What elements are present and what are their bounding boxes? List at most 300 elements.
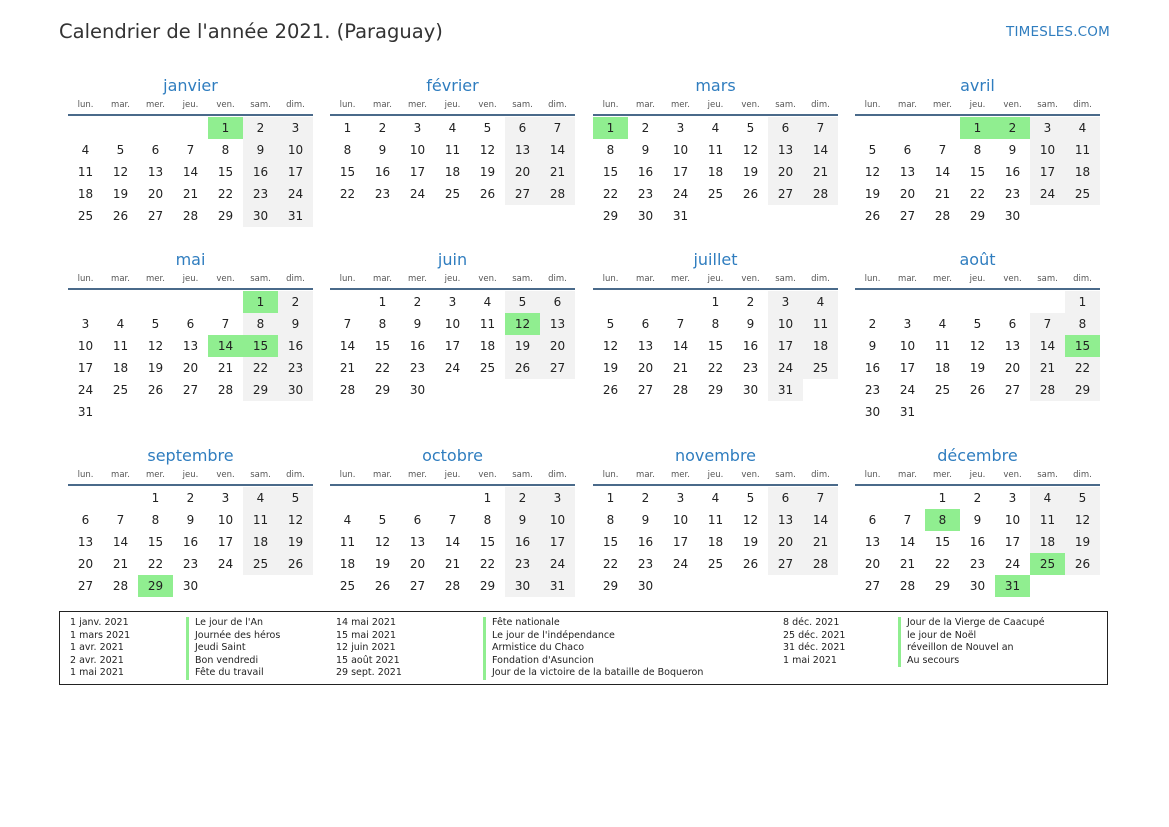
weekday-header <box>68 272 313 290</box>
day-cell: 27 <box>540 357 575 379</box>
day-cell: 7 <box>540 117 575 139</box>
day-cell: 2 <box>868 317 877 331</box>
day-cell: 31 <box>768 379 803 401</box>
day-cell: 5 <box>378 513 387 527</box>
weekday-label: lun. <box>77 274 94 284</box>
legend-holiday: Fête nationale <box>483 617 703 630</box>
day-cell: 14 <box>803 139 838 161</box>
day-cell: 12 <box>374 535 391 549</box>
legend-date: 31 déc. 2021 <box>783 642 846 654</box>
weekday-label: sam. <box>250 470 271 480</box>
weekday-label: jeu. <box>707 470 724 480</box>
day-cell: 26 <box>602 383 619 397</box>
day-cell: 29 <box>707 383 724 397</box>
holiday-day-cell: 14 <box>208 335 243 357</box>
day-cell: 5 <box>868 143 877 157</box>
weekday-label: sam. <box>1037 100 1058 110</box>
legend-date: 1 mai 2021 <box>783 654 837 666</box>
day-cell: 10 <box>768 313 803 335</box>
weekday-label: mer. <box>671 274 690 284</box>
day-cell: 19 <box>147 361 164 375</box>
weekday-label: jeu. <box>707 100 724 110</box>
weekday-label: jeu. <box>444 100 461 110</box>
day-cell: 16 <box>182 535 199 549</box>
day-cell: 16 <box>243 161 278 183</box>
day-cell: 6 <box>413 513 422 527</box>
day-cell: 4 <box>1030 487 1065 509</box>
day-cell: 3 <box>540 487 575 509</box>
legend-dates-2 <box>336 617 402 680</box>
empty-cell <box>855 291 890 313</box>
day-cell: 27 <box>505 183 540 205</box>
day-cell: 29 <box>934 579 951 593</box>
weekday-header <box>855 272 1100 290</box>
holiday-day-cell: 25 <box>1030 553 1065 575</box>
legend-date: 15 août 2021 <box>336 654 400 666</box>
day-cell: 30 <box>742 383 759 397</box>
day-grid <box>593 487 838 597</box>
weekday-label: mar. <box>898 100 917 110</box>
weekday-label: ven. <box>741 274 760 284</box>
day-cell: 1 <box>711 295 720 309</box>
day-cell: 9 <box>868 339 877 353</box>
day-cell: 23 <box>742 361 759 375</box>
day-cell: 23 <box>637 187 654 201</box>
day-cell: 7 <box>938 143 947 157</box>
day-cell: 29 <box>374 383 391 397</box>
day-cell: 28 <box>803 553 838 575</box>
day-cell: 30 <box>1004 209 1021 223</box>
day-cell: 1 <box>606 491 615 505</box>
day-cell: 16 <box>409 339 426 353</box>
legend-date: 8 déc. 2021 <box>783 617 840 628</box>
weekday-header <box>593 272 838 290</box>
legend-holiday: réveillon de Nouvel an <box>898 642 1045 655</box>
day-cell: 18 <box>479 339 496 353</box>
weekday-label: jeu. <box>707 274 724 284</box>
day-cell: 2 <box>378 121 387 135</box>
day-cell: 13 <box>77 535 94 549</box>
legend-holiday: Journée des héros <box>186 630 280 643</box>
day-cell: 17 <box>672 535 689 549</box>
day-cell: 29 <box>1065 379 1100 401</box>
empty-cell <box>103 117 138 139</box>
day-grid <box>68 487 313 597</box>
month-calendar <box>330 248 575 401</box>
day-cell: 21 <box>339 361 356 375</box>
legend-holiday: Fondation d'Asuncion <box>483 655 703 668</box>
weekday-label: lun. <box>864 470 881 480</box>
day-cell: 1 <box>343 121 352 135</box>
empty-cell <box>855 117 890 139</box>
day-cell: 17 <box>77 361 94 375</box>
day-cell: 21 <box>1030 357 1065 379</box>
day-cell: 26 <box>479 187 496 201</box>
weekday-label: mer. <box>933 470 952 480</box>
legend-date: 12 juin 2021 <box>336 642 396 654</box>
empty-cell <box>925 291 960 313</box>
day-cell: 20 <box>409 557 426 571</box>
day-cell: 13 <box>768 139 803 161</box>
month-calendar <box>855 248 1100 423</box>
empty-cell <box>855 487 890 509</box>
day-cell: 29 <box>969 209 986 223</box>
day-cell: 10 <box>1030 139 1065 161</box>
month-name: décembre <box>937 446 1018 465</box>
day-cell: 28 <box>540 183 575 205</box>
holiday-day-cell: 8 <box>925 509 960 531</box>
day-cell: 8 <box>378 317 387 331</box>
day-cell: 9 <box>973 513 982 527</box>
day-cell: 22 <box>339 187 356 201</box>
day-cell: 12 <box>1065 509 1100 531</box>
day-cell: 10 <box>672 513 689 527</box>
day-cell: 22 <box>217 187 234 201</box>
empty-cell <box>400 487 435 509</box>
day-cell: 11 <box>112 339 129 353</box>
day-cell: 20 <box>540 335 575 357</box>
empty-cell <box>138 117 173 139</box>
legend-dates-3 <box>783 617 845 667</box>
day-cell: 4 <box>448 121 457 135</box>
weekday-label: lun. <box>339 100 356 110</box>
day-cell: 25 <box>934 383 951 397</box>
day-cell: 4 <box>711 121 720 135</box>
site-link[interactable]: TIMESLES.COM <box>1006 24 1110 40</box>
weekday-label: dim. <box>1073 470 1092 480</box>
day-cell: 19 <box>742 165 759 179</box>
day-cell: 9 <box>278 313 313 335</box>
month-name: mars <box>695 76 736 95</box>
weekday-label: sam. <box>775 274 796 284</box>
day-cell: 18 <box>934 361 951 375</box>
weekday-label: ven. <box>1003 470 1022 480</box>
weekday-label: dim. <box>548 100 567 110</box>
day-cell: 7 <box>803 117 838 139</box>
day-cell: 3 <box>768 291 803 313</box>
day-cell: 23 <box>969 557 986 571</box>
weekday-label: dim. <box>286 100 305 110</box>
legend-date: 1 janv. 2021 <box>70 617 129 628</box>
day-cell: 21 <box>934 187 951 201</box>
day-grid <box>593 117 838 227</box>
day-cell: 22 <box>707 361 724 375</box>
legend-holiday: Le jour de l'An <box>186 617 280 630</box>
day-cell: 10 <box>278 139 313 161</box>
day-cell: 13 <box>899 165 916 179</box>
day-cell: 11 <box>77 165 94 179</box>
day-cell: 2 <box>973 491 982 505</box>
day-cell: 21 <box>112 557 129 571</box>
day-cell: 18 <box>707 165 724 179</box>
weekday-label: mar. <box>636 274 655 284</box>
day-cell: 21 <box>217 361 234 375</box>
month-name: juillet <box>693 250 738 269</box>
month-name: avril <box>960 76 995 95</box>
weekday-label: mer. <box>146 470 165 480</box>
day-cell: 8 <box>483 513 492 527</box>
day-cell: 22 <box>243 357 278 379</box>
weekday-label: mer. <box>408 100 427 110</box>
weekday-label: lun. <box>77 100 94 110</box>
holiday-legend <box>59 611 1108 685</box>
day-cell: 14 <box>803 509 838 531</box>
day-cell: 25 <box>339 579 356 593</box>
day-cell: 25 <box>479 361 496 375</box>
legend-names-1 <box>186 617 280 680</box>
weekday-label: dim. <box>811 470 830 480</box>
empty-cell <box>173 117 208 139</box>
day-cell: 11 <box>1030 509 1065 531</box>
day-cell: 2 <box>278 291 313 313</box>
day-cell: 21 <box>444 557 461 571</box>
day-cell: 18 <box>339 557 356 571</box>
weekday-label: sam. <box>775 470 796 480</box>
holiday-day-cell: 15 <box>243 335 278 357</box>
day-cell: 24 <box>278 183 313 205</box>
weekday-label: mer. <box>408 470 427 480</box>
day-cell: 28 <box>217 383 234 397</box>
weekday-label: ven. <box>741 470 760 480</box>
legend-holiday: Armistice du Chaco <box>483 642 703 655</box>
weekday-label: mar. <box>111 100 130 110</box>
day-cell: 15 <box>147 535 164 549</box>
day-cell: 19 <box>479 165 496 179</box>
weekday-label: dim. <box>548 470 567 480</box>
weekday-label: lun. <box>602 274 619 284</box>
day-cell: 27 <box>899 209 916 223</box>
weekday-label: jeu. <box>444 274 461 284</box>
day-cell: 28 <box>182 209 199 223</box>
weekday-header <box>68 468 313 486</box>
day-cell: 28 <box>112 579 129 593</box>
day-cell: 18 <box>444 165 461 179</box>
day-cell: 23 <box>409 361 426 375</box>
day-cell: 16 <box>374 165 391 179</box>
day-cell: 9 <box>641 513 650 527</box>
weekday-label: lun. <box>339 470 356 480</box>
day-cell: 9 <box>378 143 387 157</box>
day-cell: 20 <box>899 187 916 201</box>
month-calendar <box>855 74 1100 227</box>
day-cell: 20 <box>637 361 654 375</box>
day-cell: 30 <box>243 205 278 227</box>
weekday-label: sam. <box>1037 274 1058 284</box>
day-cell: 21 <box>803 531 838 553</box>
day-grid <box>855 291 1100 423</box>
day-cell: 13 <box>147 165 164 179</box>
legend-holiday: Fête du travail <box>186 667 280 680</box>
day-cell: 16 <box>637 535 654 549</box>
day-cell: 27 <box>409 579 426 593</box>
day-cell: 31 <box>540 575 575 597</box>
day-cell: 13 <box>409 535 426 549</box>
day-cell: 19 <box>505 335 540 357</box>
empty-cell <box>365 487 400 509</box>
day-cell: 25 <box>112 383 129 397</box>
weekday-label: sam. <box>512 274 533 284</box>
day-cell: 28 <box>339 383 356 397</box>
day-cell: 20 <box>864 557 881 571</box>
day-cell: 4 <box>116 317 125 331</box>
weekday-label: mer. <box>408 274 427 284</box>
day-cell: 4 <box>81 143 90 157</box>
weekday-label: dim. <box>811 274 830 284</box>
weekday-label: ven. <box>478 274 497 284</box>
weekday-label: dim. <box>286 470 305 480</box>
day-cell: 5 <box>606 317 615 331</box>
holiday-day-cell: 12 <box>505 313 540 335</box>
day-cell: 2 <box>505 487 540 509</box>
day-cell: 5 <box>746 121 755 135</box>
empty-cell <box>103 291 138 313</box>
legend-holiday: Au secours <box>898 655 1045 668</box>
day-cell: 23 <box>505 553 540 575</box>
day-cell: 2 <box>186 491 195 505</box>
day-cell: 27 <box>147 209 164 223</box>
day-cell: 15 <box>602 165 619 179</box>
day-cell: 21 <box>672 361 689 375</box>
day-cell: 15 <box>479 535 496 549</box>
weekday-label: dim. <box>286 274 305 284</box>
weekday-label: mar. <box>111 274 130 284</box>
day-cell: 8 <box>343 143 352 157</box>
weekday-header <box>593 98 838 116</box>
day-cell: 22 <box>602 557 619 571</box>
day-cell: 6 <box>540 291 575 313</box>
day-cell: 17 <box>540 531 575 553</box>
weekday-header <box>855 98 1100 116</box>
day-grid <box>330 291 575 401</box>
day-cell: 7 <box>676 317 685 331</box>
day-cell: 17 <box>409 165 426 179</box>
day-cell: 27 <box>1004 383 1021 397</box>
day-cell: 30 <box>505 575 540 597</box>
legend-holiday: le jour de Noël <box>898 630 1045 643</box>
day-cell: 2 <box>746 295 755 309</box>
empty-cell <box>173 291 208 313</box>
weekday-label: dim. <box>811 100 830 110</box>
day-cell: 18 <box>803 335 838 357</box>
day-cell: 22 <box>602 187 619 201</box>
weekday-label: mar. <box>111 470 130 480</box>
day-cell: 23 <box>182 557 199 571</box>
day-cell: 27 <box>768 553 803 575</box>
day-cell: 27 <box>77 579 94 593</box>
day-cell: 26 <box>278 553 313 575</box>
day-cell: 13 <box>637 339 654 353</box>
day-cell: 25 <box>803 357 838 379</box>
holiday-day-cell: 1 <box>208 117 243 139</box>
day-cell: 8 <box>1065 313 1100 335</box>
day-cell: 14 <box>540 139 575 161</box>
weekday-header <box>330 98 575 116</box>
empty-cell <box>890 291 925 313</box>
day-cell: 14 <box>672 339 689 353</box>
legend-names-2 <box>483 617 703 680</box>
weekday-label: mer. <box>933 100 952 110</box>
day-cell: 26 <box>1065 553 1100 575</box>
day-cell: 4 <box>343 513 352 527</box>
day-cell: 24 <box>672 557 689 571</box>
day-cell: 6 <box>641 317 650 331</box>
weekday-label: ven. <box>216 470 235 480</box>
day-cell: 6 <box>81 513 90 527</box>
empty-cell <box>628 291 663 313</box>
month-calendar <box>68 248 313 423</box>
day-cell: 8 <box>243 313 278 335</box>
day-cell: 17 <box>768 335 803 357</box>
day-cell: 26 <box>374 579 391 593</box>
legend-date: 1 mai 2021 <box>70 667 124 679</box>
weekday-label: lun. <box>864 274 881 284</box>
month-calendar <box>593 248 838 401</box>
day-cell: 13 <box>540 313 575 335</box>
day-cell: 10 <box>444 317 461 331</box>
empty-cell <box>435 487 470 509</box>
month-name: mai <box>175 250 206 269</box>
day-cell: 2 <box>641 121 650 135</box>
day-cell: 23 <box>243 183 278 205</box>
day-cell: 11 <box>479 317 496 331</box>
weekday-label: mer. <box>146 100 165 110</box>
day-cell: 28 <box>934 209 951 223</box>
empty-cell <box>138 291 173 313</box>
day-cell: 7 <box>186 143 195 157</box>
day-cell: 10 <box>540 509 575 531</box>
day-cell: 4 <box>711 491 720 505</box>
day-cell: 24 <box>217 557 234 571</box>
day-cell: 10 <box>409 143 426 157</box>
legend-date: 29 sept. 2021 <box>336 667 402 679</box>
day-cell: 16 <box>742 339 759 353</box>
day-cell: 3 <box>81 317 90 331</box>
empty-cell <box>995 291 1030 313</box>
day-cell: 24 <box>444 361 461 375</box>
day-cell: 18 <box>1065 161 1100 183</box>
day-cell: 12 <box>112 165 129 179</box>
empty-cell <box>68 117 103 139</box>
day-cell: 22 <box>479 557 496 571</box>
day-cell: 22 <box>147 557 164 571</box>
day-cell: 18 <box>243 531 278 553</box>
day-cell: 8 <box>973 143 982 157</box>
weekday-label: jeu. <box>969 100 986 110</box>
day-cell: 28 <box>672 383 689 397</box>
day-cell: 19 <box>602 361 619 375</box>
day-cell: 30 <box>864 405 881 419</box>
weekday-label: mer. <box>671 470 690 480</box>
legend-holiday: Jeudi Saint <box>186 642 280 655</box>
legend-names-3 <box>898 617 1045 667</box>
day-cell: 4 <box>938 317 947 331</box>
day-cell: 29 <box>602 579 619 593</box>
month-calendar <box>593 74 838 227</box>
day-cell: 4 <box>243 487 278 509</box>
day-cell: 16 <box>505 531 540 553</box>
day-cell: 3 <box>676 121 685 135</box>
month-name: janvier <box>163 76 218 95</box>
day-cell: 11 <box>243 509 278 531</box>
day-cell: 22 <box>934 557 951 571</box>
day-cell: 5 <box>151 317 160 331</box>
day-cell: 30 <box>182 579 199 593</box>
holiday-day-cell: 31 <box>995 575 1030 597</box>
day-cell: 3 <box>1030 117 1065 139</box>
day-cell: 14 <box>934 165 951 179</box>
day-cell: 24 <box>77 383 94 397</box>
day-cell: 29 <box>243 379 278 401</box>
